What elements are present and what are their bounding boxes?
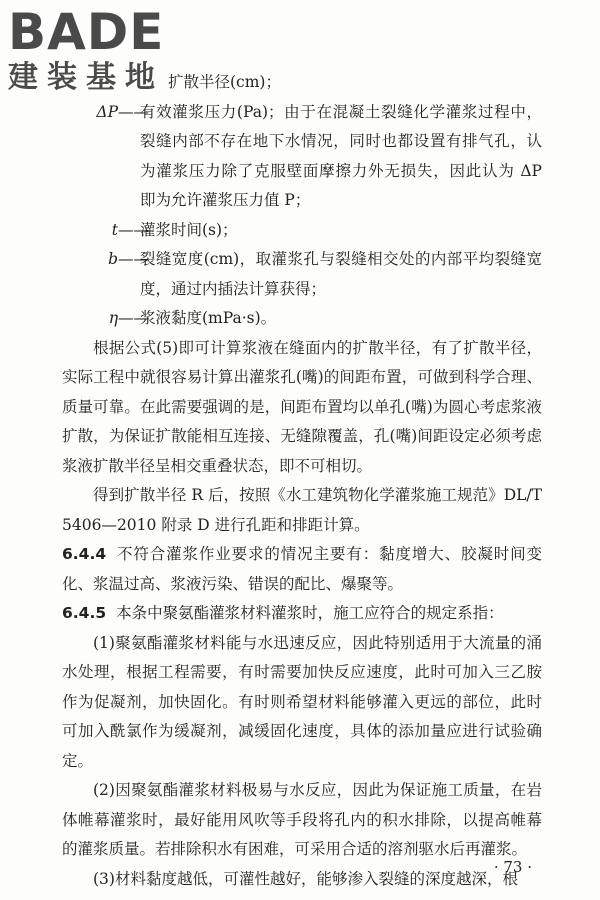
- definition-dash: ——: [118, 102, 149, 121]
- definition-radius: [62, 68, 542, 98]
- section-text: 本条中聚氨酯灌浆材料灌浆时，施工应符合的规定系指：: [116, 604, 504, 622]
- definition-symbol: t: [111, 220, 118, 239]
- section-6-4-4: [62, 540, 542, 599]
- page-content: [62, 68, 542, 894]
- definition-text: 扩散半径(cm)；: [168, 73, 281, 91]
- section-number: 6.4.5: [62, 604, 107, 622]
- body-paragraph: 根据公式(5)即可计算浆液在缝面内的扩散半径，有了扩散半径，实际工程中就很容易计算出灌浆孔(嘴)的间距布置，可做到科学合理、质量可靠。在此需要强调的是，间距布置均以单孔(嘴)为圆心考虑浆液扩散，为保证扩散能相互连接、无缝隙覆盖，孔(嘴)间距设定必须考虑浆液扩散半径呈相交重叠状态，即不可相切。: [62, 338, 542, 475]
- definition-text: 浆液黏度(mPa·s)。: [140, 309, 277, 327]
- definition-text: 灌浆时间(s)；: [140, 220, 238, 239]
- list-item: (2)因聚氨酯灌浆材料极易与水反应，因此为保证施工质量，在岩体帷幕灌浆时，最好能用风吹等手段将孔内的积水排除，以提高帷幕的灌浆质量。若排除积水有困难，可采用合适的溶剂驱水后再灌浆。: [62, 781, 542, 858]
- definition-symbol: b: [108, 250, 118, 268]
- logo-subtitle: 建装基地: [8, 60, 164, 95]
- definition-dash: ——: [118, 309, 149, 327]
- definition-width: [62, 245, 542, 304]
- section-number: 6.4.4: [62, 545, 107, 563]
- definition-symbol: ΔP: [96, 102, 118, 121]
- definition-text: 裂缝宽度(cm)，取灌浆孔与裂缝相交处的内部平均裂缝宽度，通过内插法计算获得；: [140, 250, 542, 298]
- definition-symbol: η: [108, 309, 118, 327]
- section-6-4-5: [62, 599, 542, 629]
- section-text: 不符合灌浆作业要求的情况主要有：黏度增大、胶凝时间变化、浆温过高、浆液污染、错误的配比、爆聚等。: [62, 545, 542, 593]
- definition-dash: ——: [118, 220, 149, 239]
- page-number: · 73 ·: [493, 858, 532, 876]
- definition-dash: ——: [118, 250, 149, 268]
- body-paragraph: 得到扩散半径 R 后，按照《水工建筑物化学灌浆施工规范》DL/T 5406—2010 附录 D 进行孔距和排距计算。: [62, 486, 542, 534]
- definition-viscosity: [62, 304, 542, 334]
- list-item: (1)聚氨酯灌浆材料能与水迅速反应，因此特别适用于大流量的涌水处理，根据工程需要，有时需要加快反应速度，此时可加入三乙胺作为促凝剂，加快固化。有时则希望材料能够灌入更远的部位，此时可加入酰氯作为缓凝剂，减缓固化速度，具体的添加量应进行试验确定。: [62, 633, 542, 770]
- definition-pressure: [62, 98, 542, 216]
- definition-time: [62, 216, 542, 246]
- logo-title: BADE: [8, 3, 165, 61]
- list-item: (3)材料黏度越低，可灌性越好，能够渗入裂缝的深度越深，根: [93, 869, 518, 888]
- definition-text: 有效灌浆压力(Pa)；由于在混凝土裂缝化学灌浆过程中，裂缝内部不存在地下水情况，同时也都设置有排气孔，认为灌浆压力除了克服壁面摩擦力外无损失，因此认为 ΔP 即为允许灌浆压力值 P；: [140, 102, 542, 209]
